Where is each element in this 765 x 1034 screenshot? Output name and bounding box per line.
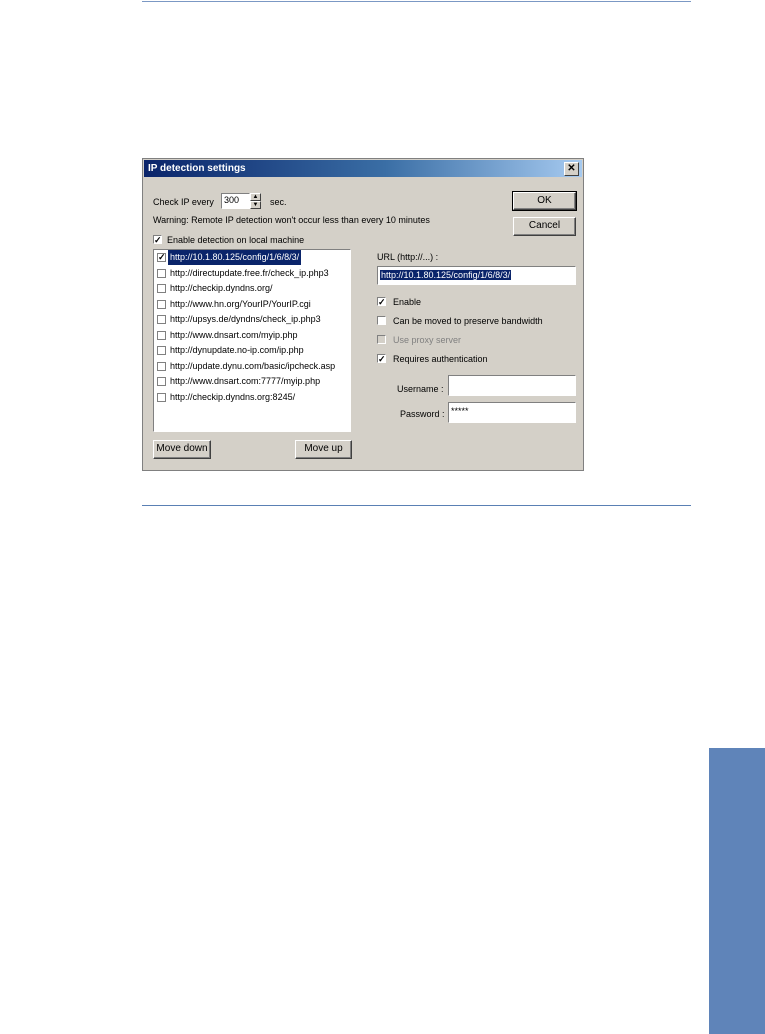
list-item-checkbox[interactable]: ✓ [158,252,166,262]
checkmark-icon: ✓ [378,297,386,307]
proxy-label: Use proxy server [393,335,462,345]
checkmark-icon: ✓ [154,235,162,245]
list-item-checkbox[interactable] [157,377,166,386]
check-interval-spinner[interactable] [250,193,261,209]
check-ip-label: Check IP every [153,197,214,207]
list-item-checkbox[interactable] [157,362,166,371]
enable-local-label: Enable detection on local machine [167,235,305,245]
password-label: Password : [400,409,445,419]
url-label: URL (http://...) : [377,252,439,262]
list-item-checkbox[interactable] [157,300,166,309]
list-item[interactable] [154,312,350,328]
warning-text: Warning: Remote IP detection won't occur less than every 10 minutes [153,215,430,225]
list-item-url: http://checkip.dyndns.org:8245/ [170,391,296,402]
list-item-url: http://checkip.dyndns.org/ [170,283,273,293]
list-item-url: http://www.dnsart.com:7777/myip.php [170,376,321,386]
move-up-button[interactable]: Move up [295,440,352,459]
list-item[interactable] [154,374,350,390]
password-field[interactable]: ***** [448,402,576,423]
enable-label: Enable [393,297,422,307]
list-item-url: http://www.hn.org/YourIP/YourIP.cgi [170,298,311,309]
list-item-checkbox[interactable] [157,284,166,293]
title-bar[interactable] [144,160,582,177]
cancel-button[interactable]: Cancel [513,217,576,236]
list-item[interactable] [154,297,350,313]
seconds-label: sec. [270,197,287,207]
spin-up-arrow-icon[interactable]: ▲ [250,193,261,201]
auth-checkbox[interactable] [377,354,386,363]
list-item[interactable] [154,266,350,282]
side-chapter-tab [709,748,765,1034]
list-item-url: http://10.1.80.125/config/1/6/8/3/ [168,250,301,265]
username-field[interactable] [448,375,576,396]
list-item-url: http://dynupdate.no-ip.com/ip.php [170,345,304,355]
bandwidth-label: Can be moved to preserve bandwidth [393,316,543,326]
list-item[interactable] [154,359,350,375]
check-interval-input[interactable]: 300 [221,193,250,209]
url-input[interactable] [377,266,576,285]
ip-detection-settings-dialog [142,158,584,471]
list-item[interactable] [154,250,350,266]
url-input-value: http://10.1.80.125/config/1/6/8/3/ [381,270,511,280]
list-item[interactable] [154,328,350,344]
move-down-button[interactable]: Move down [153,440,211,459]
url-list[interactable] [153,249,351,432]
bottom-divider [142,505,691,506]
list-item-url: http://directupdate.free.fr/check_ip.php3 [170,267,329,278]
list-item-checkbox[interactable] [157,346,166,355]
list-item-checkbox[interactable] [157,315,166,324]
list-item-url: http://www.dnsart.com/myip.php [170,329,298,340]
close-icon: ✕ [567,163,576,174]
checkmark-icon: ✓ [378,354,386,364]
list-item-checkbox[interactable] [157,269,166,278]
dialog-title: IP detection settings [148,163,246,174]
list-item[interactable] [154,281,350,297]
enable-checkbox[interactable] [377,297,386,306]
bandwidth-checkbox[interactable] [377,316,386,325]
auth-label: Requires authentication [393,354,488,364]
list-item-checkbox[interactable] [157,331,166,340]
list-item-checkbox[interactable] [157,393,166,402]
list-item[interactable] [154,390,350,406]
username-label: Username : [397,384,444,394]
list-item-url: http://update.dynu.com/basic/ipcheck.asp [170,360,336,371]
enable-local-checkbox[interactable] [153,235,162,244]
list-item[interactable] [154,343,350,359]
spin-down-arrow-icon[interactable]: ▼ [250,201,261,209]
proxy-checkbox [377,335,386,344]
top-divider [142,1,691,2]
close-button[interactable] [564,162,579,176]
ok-button[interactable]: OK [513,192,576,210]
list-item-url: http://upsys.de/dyndns/check_ip.php3 [170,314,321,324]
